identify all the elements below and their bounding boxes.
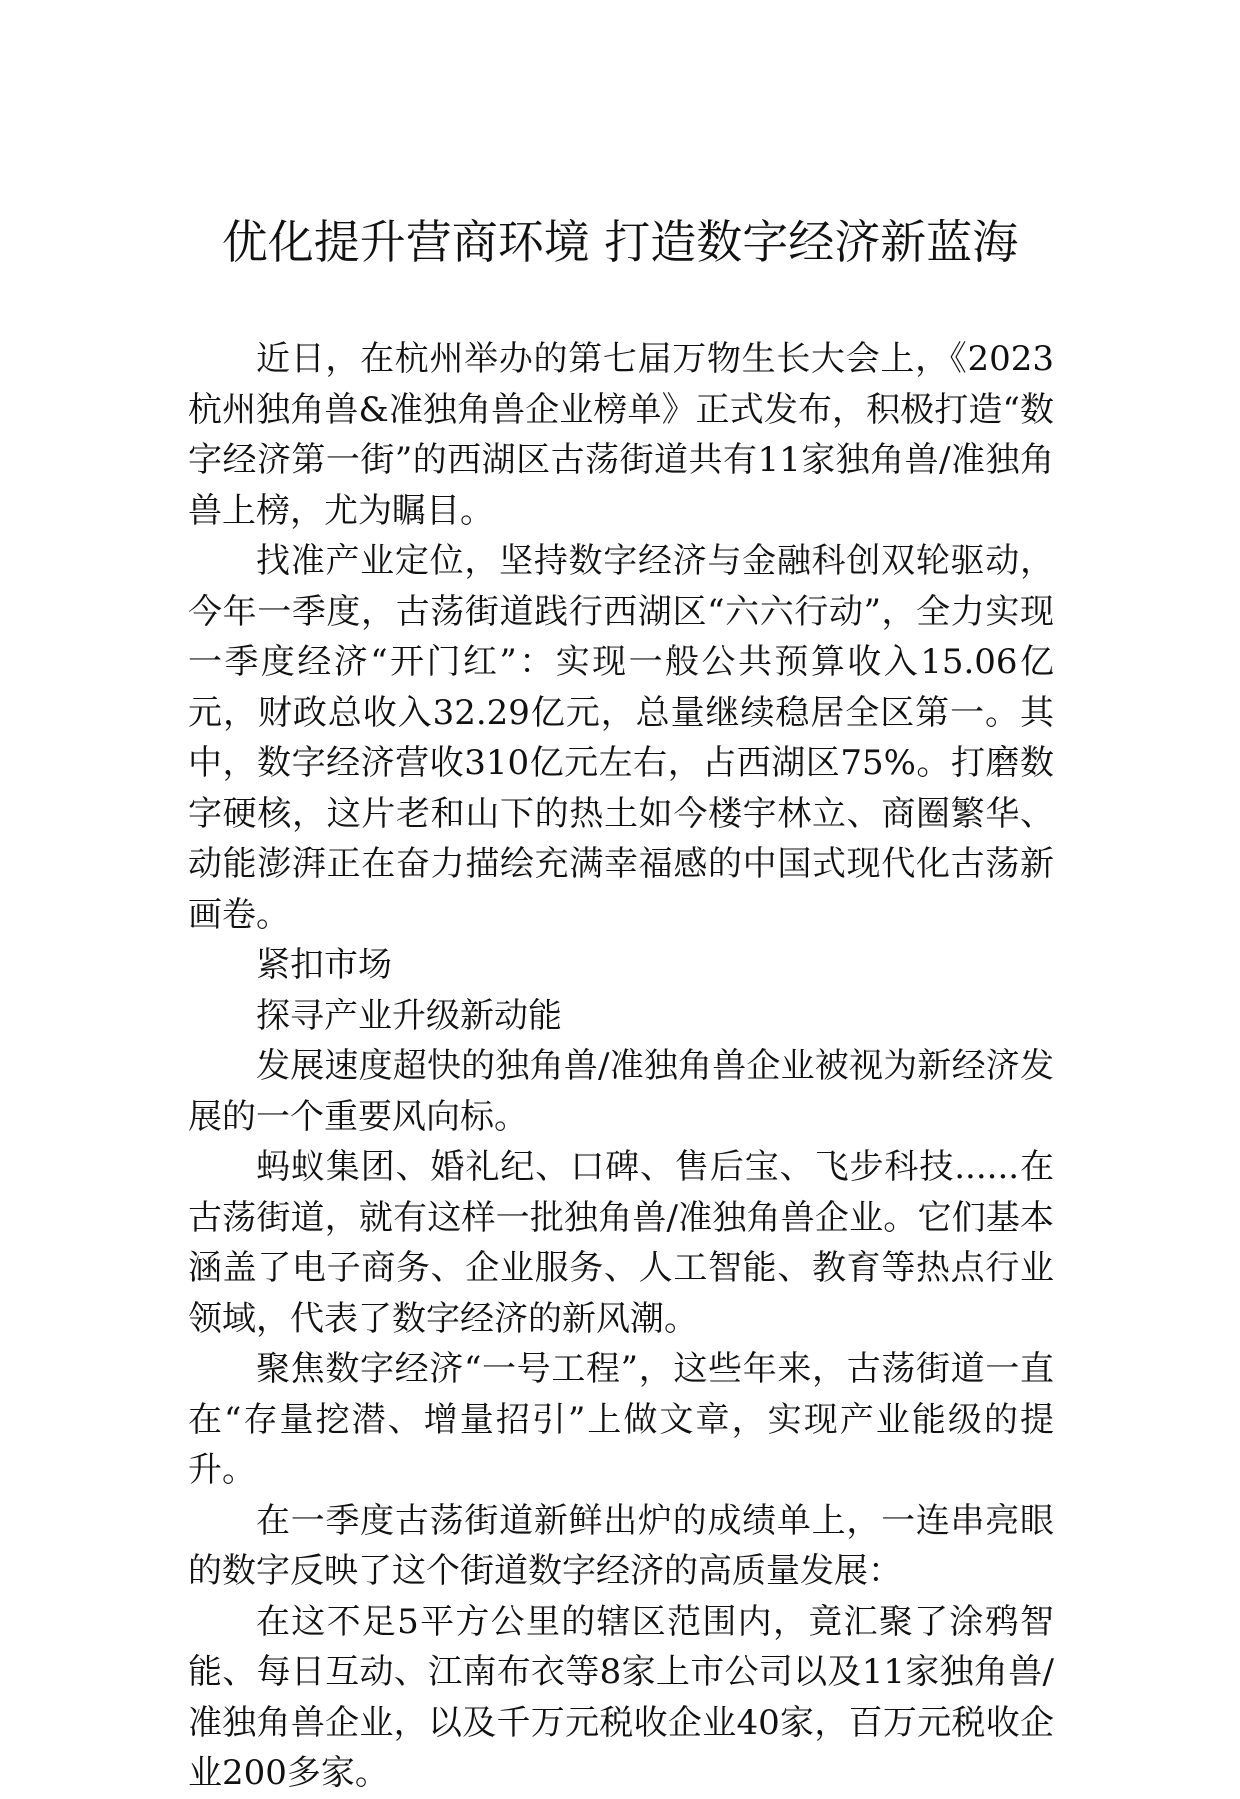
document-body bbox=[188, 334, 1054, 1799]
paragraph: 发展速度超快的独角兽/准独角兽企业被视为新经济发展的一个重要风向标。 bbox=[188, 1046, 1054, 1137]
paragraph: 蚂蚁集团、婚礼纪、口碑、售后宝、飞步科技......在古荡街道，就有这样一批独角兽/准独角兽企业。它们基本涵盖了电子商务、企业服务、人工智能、教育等热点行业领域，代表了数字经济的新风潮。 bbox=[188, 1147, 1055, 1339]
paragraph: 聚焦数字经济“一号工程”，这些年来，古荡街道一直在“存量挖潜、增量招引”上做文章，实现产业能级的提升。 bbox=[188, 1349, 1054, 1490]
paragraph: 近日，在杭州举办的第七届万物生长大会上，《2023杭州独角兽&准独角兽企业榜单》正式发布，积极打造“数字经济第一街”的西湖区古荡街道共有11家独角兽/准独角兽上榜，尤为瞩目。 bbox=[188, 339, 1054, 531]
paragraph: 找准产业定位，坚持数字经济与金融科创双轮驱动，今年一季度，古荡街道践行西湖区“六六行动”，全力实现一季度经济“开门红”：实现一般公共预算收入15.06亿元，财政总收入32.29亿元，总量继续稳居全区第一。其中，数字经济营收310亿元左右，占西湖区75%。打磨数字硬核，这片老和山下的热土如今楼宇林立、商圈繁华、动能澎湃正在奋力描绘充满幸福感的中国式现代化古荡新画卷。 bbox=[188, 541, 1054, 935]
paragraph: 在一季度古荡街道新鲜出炉的成绩单上，一连串亮眼的数字反映了这个街道数字经济的高质量发展： bbox=[188, 1500, 1054, 1591]
paragraph: 在这不足5平方公里的辖区范围内，竟汇聚了涂鸦智能、每日互动、江南布衣等8家上市公司以及11家独角兽/准独角兽企业，以及千万元税收企业40家，百万元税收企业200多家。 bbox=[188, 1601, 1054, 1793]
section-heading: 紧扣市场 bbox=[256, 945, 392, 985]
document-title: 优化提升营商环境 打造数字经济新蓝海 bbox=[221, 215, 1019, 269]
section-subheading: 探寻产业升级新动能 bbox=[256, 995, 562, 1036]
